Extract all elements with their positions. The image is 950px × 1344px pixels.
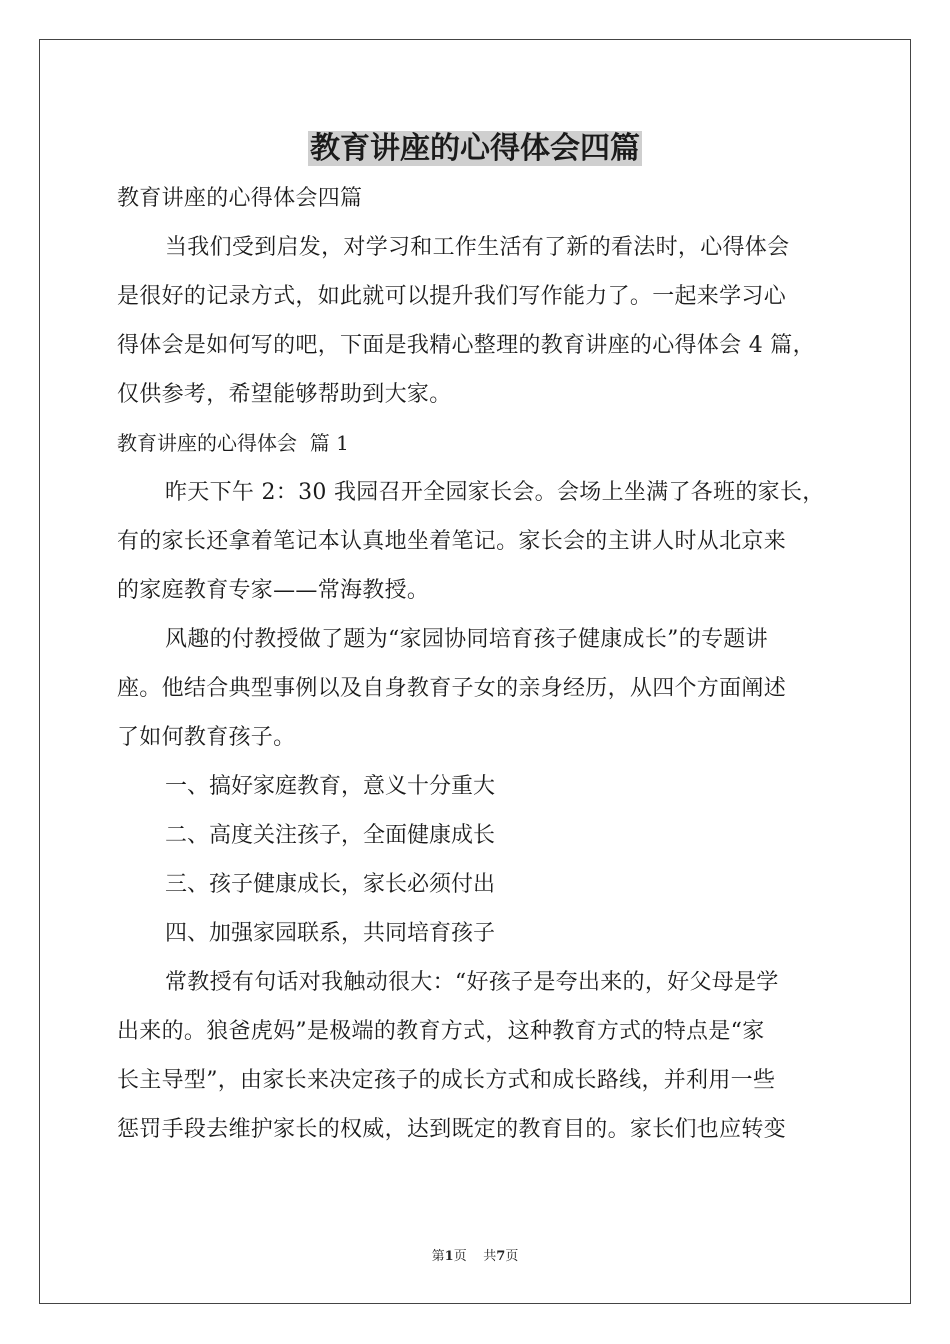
paragraph-line: 风趣的付教授做了题为“家园协同培育孩子健康成长”的专题讲 [165,627,768,652]
paragraph-line: 长主导型”，由家长来决定孩子的成长方式和成长路线，并利用一些 [117,1068,776,1093]
document-subtitle: 教育讲座的心得体会四篇 [117,186,363,211]
paragraph-line: 有的家长还拿着笔记本认真地坐着笔记。家长会的主讲人时从北京来 [117,529,787,554]
footer-page-number: 1 [444,1249,454,1264]
intro-line: 当我们受到启发，对学习和工作生活有了新的看法时，心得体会 [165,235,790,260]
document-title [0,126,950,172]
point-item: 二、高度关注孩子，全面健康成长 [165,823,496,848]
paragraph-line: 常教授有句话对我触动很大：“好孩子是夸出来的，好父母是学 [165,970,779,995]
footer-total-pages: 7 [496,1249,506,1264]
page-footer [0,1245,950,1264]
paragraph-line: 的家庭教育专家——常海教授。 [117,578,430,603]
paragraph-line: 了如何教育孩子。 [117,725,296,750]
point-item: 三、孩子健康成长，家长必须付出 [165,872,496,897]
intro-line: 是很好的记录方式，如此就可以提升我们写作能力了。一起来学习心 [117,284,787,309]
footer-total-suffix: 页 [505,1249,519,1264]
point-item: 四、加强家园联系，共同培育孩子 [165,921,496,946]
paragraph-line: 座。他结合典型事例以及自身教育子女的亲身经历，从四个方面阐述 [117,676,787,701]
intro-line: 得体会是如何写的吧，下面是我精心整理的教育讲座的心得体会 4 篇， [117,333,815,358]
footer-total-prefix: 共 [483,1249,497,1264]
paragraph-line: 昨天下午 2：30 我园召开全园家长会。会场上坐满了各班的家长， [165,480,825,505]
footer-prefix: 第 [431,1249,445,1264]
section-heading: 教育讲座的心得体会 篇 1 [117,431,349,455]
footer-page-suffix: 页 [453,1249,467,1264]
document-body [117,174,833,1154]
document-title-text: 教育讲座的心得体会四篇 [310,131,640,166]
point-item: 一、搞好家庭教育，意义十分重大 [165,774,496,799]
paragraph-line: 出来的。狼爸虎妈”是极端的教育方式，这种教育方式的特点是“家 [117,1019,765,1044]
intro-line: 仅供参考，希望能够帮助到大家。 [117,382,452,407]
paragraph-line: 惩罚手段去维护家长的权威，达到既定的教育目的。家长们也应转变 [117,1117,787,1142]
